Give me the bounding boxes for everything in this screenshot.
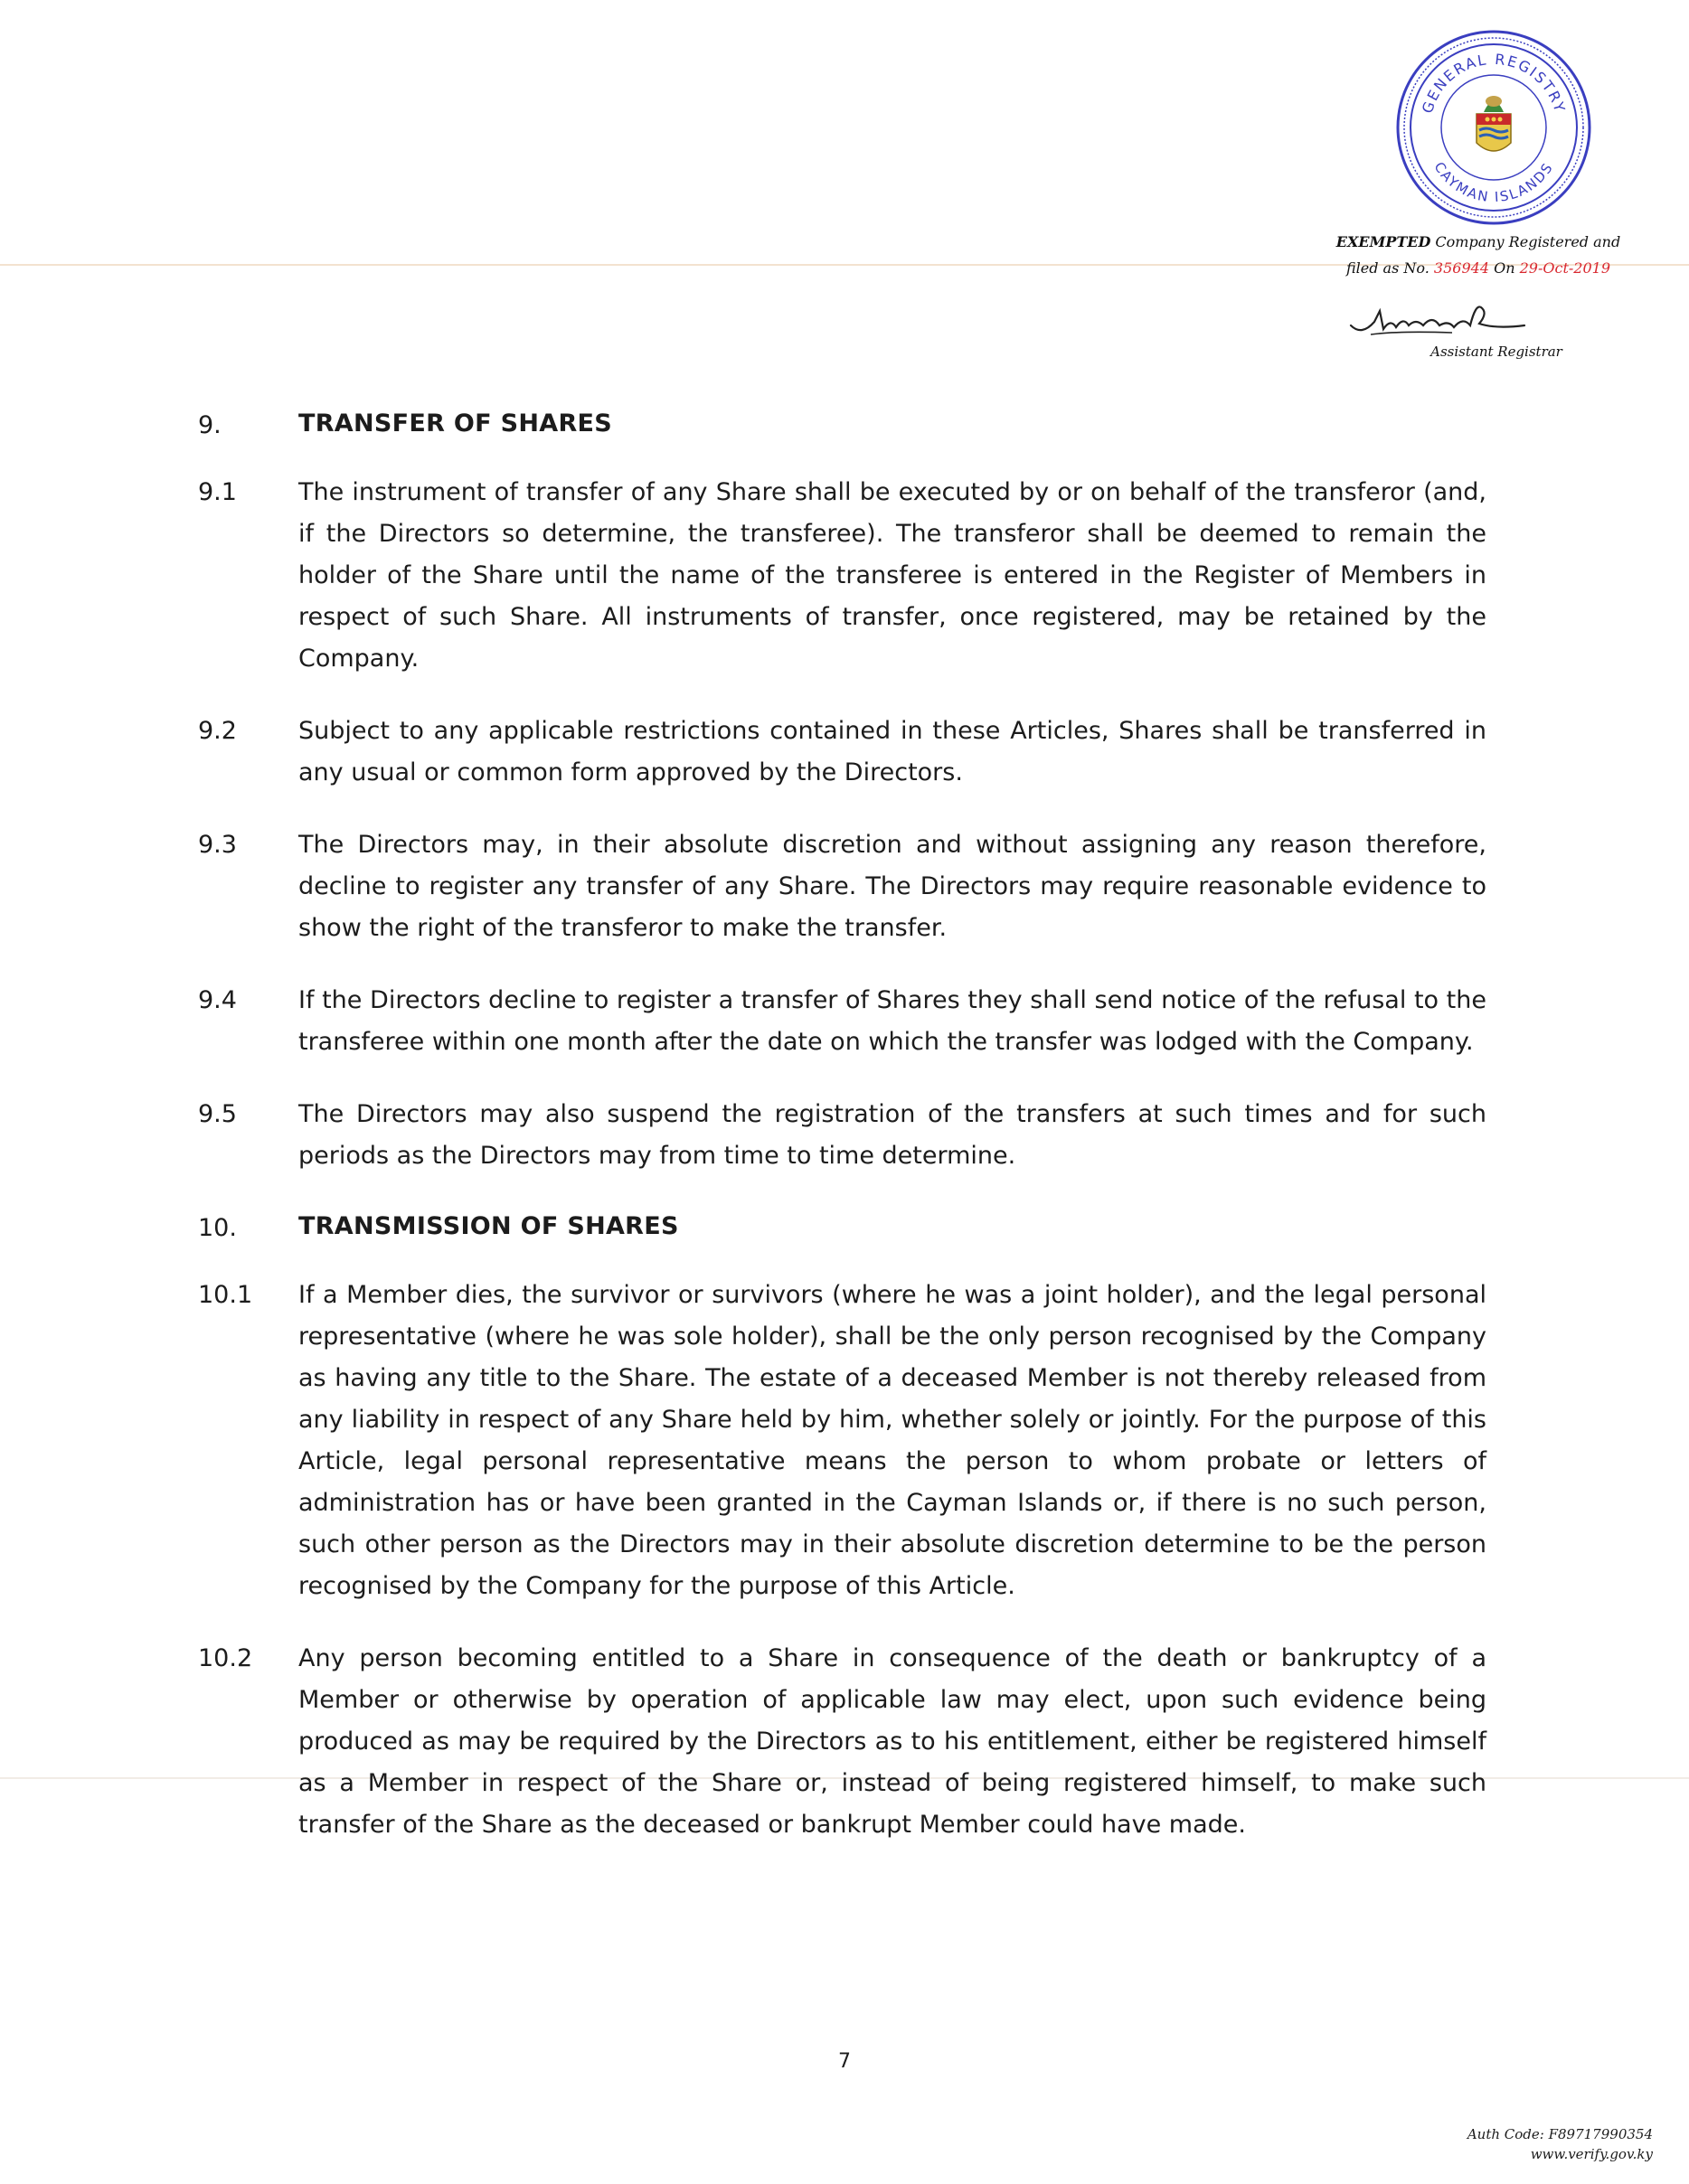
section-title: TRANSMISSION OF SHARES [298, 1212, 679, 1240]
verify-url: www.verify.gov.ky [1530, 2146, 1653, 2162]
section-number: 10. [198, 1214, 237, 1242]
section-heading-9 [198, 405, 1486, 443]
clause-9-5 [198, 1094, 1486, 1177]
registrar-title: Assistant Registrar [1430, 344, 1562, 360]
clause-9-4 [198, 980, 1486, 1063]
clause-10-1 [198, 1275, 1486, 1607]
coat-of-arms-icon [1477, 96, 1511, 151]
general-registry-seal [1393, 27, 1594, 228]
document-body [198, 405, 1486, 1846]
page-number: 7 [838, 2050, 851, 2073]
clause-number: 9.2 [198, 717, 237, 745]
clause-text: The Directors may also suspend the registration of the transfers at such times and for such periods as the Directors may from time to time determine. [298, 1100, 1486, 1170]
filed-prefix: filed as No. [1345, 259, 1430, 277]
registration-line-1 [1325, 233, 1632, 250]
registrar-signature [1344, 298, 1561, 345]
seal-top-text: GENERAL REGISTRY [1418, 50, 1570, 116]
clause-text: Any person becoming entitled to a Share in consequence of the death or bankruptcy of a Member or otherwise by operation of applicable law may elect, upon such evidence being produced as may be required by the Directors as to his entitlement, either be registered himself as a Member in respect of the Share or, instead of being registered himself, to make such transfer of the Share as the deceased or bankrupt Member could have made. [298, 1644, 1486, 1839]
clause-10-2 [198, 1638, 1486, 1846]
clause-number: 9.3 [198, 831, 237, 859]
section-number: 9. [198, 411, 222, 439]
registration-line-2 [1325, 259, 1632, 277]
clause-number: 9.4 [198, 986, 237, 1014]
clause-text: If a Member dies, the survivor or survivors (where he was a joint holder), and the legal personal representative (where he was sole holder), shall be the only person recognised by the Company as having any title to the Share. The estate of a deceased Member is not thereby released from any liability in respect of any Share held by him, whether solely or jointly. For the purpose of this Article, legal personal representative means the person to whom probate or letters of administration has or have been granted in the Cayman Islands or, if there is no such person, such other person as the Directors may in their absolute discretion determine to be the person recognised by the Company for the purpose of this Article. [298, 1281, 1486, 1600]
clause-number: 9.5 [198, 1100, 237, 1128]
filed-on-label: On [1494, 259, 1515, 277]
clause-number: 10.1 [198, 1281, 253, 1309]
seal-bottom-text: CAYMAN ISLANDS [1430, 159, 1557, 206]
section-heading-10 [198, 1208, 1486, 1246]
section-title: TRANSFER OF SHARES [298, 410, 613, 438]
clause-number: 10.2 [198, 1644, 253, 1672]
registration-status: Company Registered and [1435, 233, 1621, 250]
clause-text: If the Directors decline to register a transfer of Shares they shall send notice of the refusal to the transferee within one month after the date on which the transfer was lodged with the Company. [298, 986, 1486, 1056]
clause-number: 9.1 [198, 478, 237, 506]
registration-number: 356944 [1433, 259, 1489, 277]
clause-9-3 [198, 824, 1486, 949]
company-type: EXEMPTED [1335, 233, 1431, 250]
clause-text: The Directors may, in their absolute discretion and without assigning any reason therefore, decline to register any transfer of any Share. The Directors may require reasonable evidence to show the right of the transferor to make the transfer. [298, 831, 1486, 942]
clause-9-2 [198, 711, 1486, 794]
auth-code: Auth Code: F89717990354 [1467, 2126, 1653, 2142]
clause-9-1 [198, 472, 1486, 680]
clause-text: The instrument of transfer of any Share shall be executed by or on behalf of the transferor (and, if the Directors so determine, the transferee). The transferor shall be deemed to remain the holder of the Share until the name of the transferee is entered in the Register of Members in respect of such Share. All instruments of transfer, once registered, may be retained by the Company. [298, 478, 1486, 673]
registration-date: 29-Oct-2019 [1519, 259, 1611, 277]
clause-text: Subject to any applicable restrictions contained in these Articles, Shares shall be transferred in any usual or common form approved by the Directors. [298, 717, 1486, 786]
